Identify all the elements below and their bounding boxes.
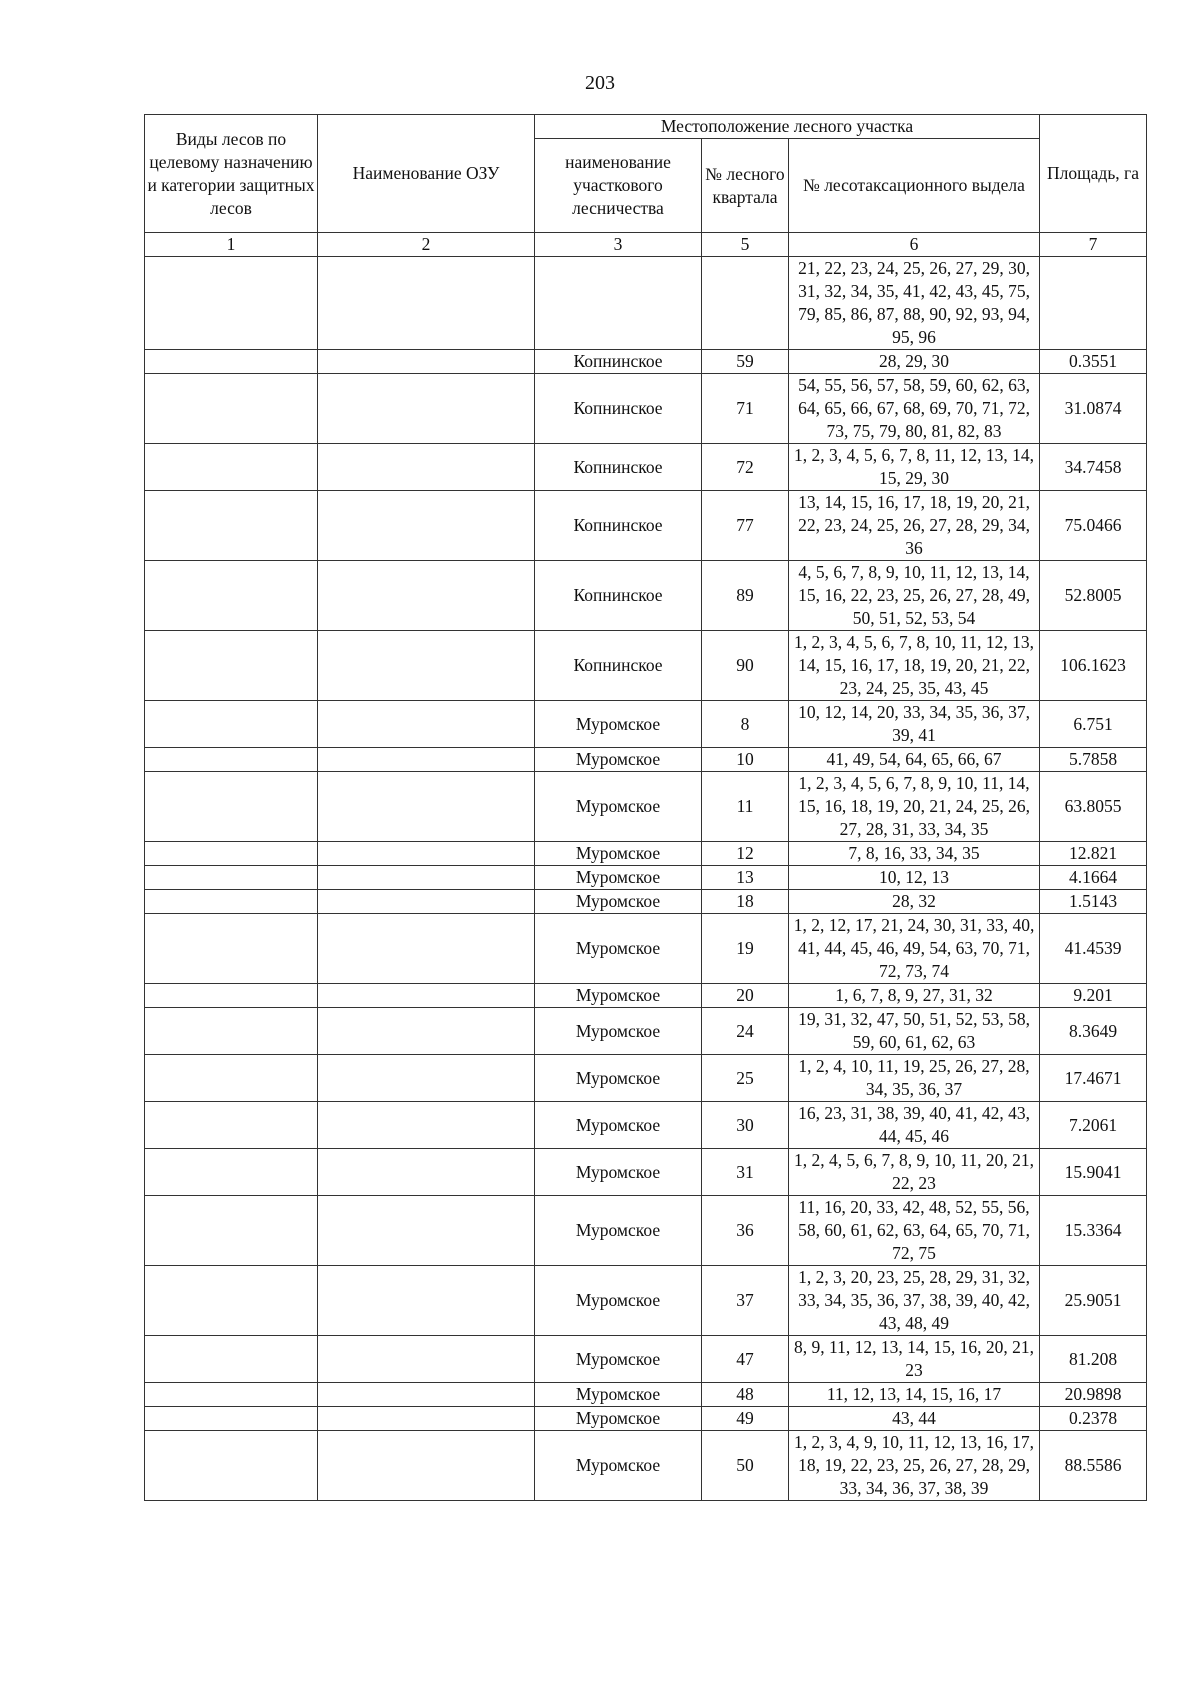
quarter-cell: 36 [702, 1196, 789, 1266]
table-row [145, 1196, 1147, 1266]
area-cell: 34.7458 [1040, 444, 1147, 491]
allotments-cell: 8, 9, 11, 12, 13, 14, 15, 16, 20, 21, 23 [789, 1336, 1040, 1383]
district-cell: Копнинское [535, 561, 702, 631]
area-cell: 8.3649 [1040, 1008, 1147, 1055]
table-row [145, 1407, 1147, 1431]
quarter-cell: 77 [702, 491, 789, 561]
allotments-cell: 11, 16, 20, 33, 42, 48, 52, 55, 56, 58, 60, 61, 62, 63, 64, 65, 70, 71, 72, 75 [789, 1196, 1040, 1266]
area-cell: 1.5143 [1040, 890, 1147, 914]
table-row [145, 914, 1147, 984]
quarter-cell: 24 [702, 1008, 789, 1055]
quarter-cell: 89 [702, 561, 789, 631]
ozu-name-cell [318, 1383, 535, 1407]
area-cell: 0.2378 [1040, 1407, 1147, 1431]
district-cell: Копнинское [535, 444, 702, 491]
forest-type-cell [145, 772, 318, 842]
table-row [145, 772, 1147, 842]
forest-type-cell [145, 842, 318, 866]
quarter-cell: 20 [702, 984, 789, 1008]
ozu-name-cell [318, 1196, 535, 1266]
page-number: 203 [585, 72, 615, 94]
area-cell: 0.3551 [1040, 350, 1147, 374]
district-cell: Копнинское [535, 491, 702, 561]
ozu-name-cell [318, 444, 535, 491]
ozu-name-cell [318, 374, 535, 444]
table-row [145, 701, 1147, 748]
area-cell: 12.821 [1040, 842, 1147, 866]
column-number: 2 [318, 233, 535, 257]
allotments-cell: 1, 2, 12, 17, 21, 24, 30, 31, 33, 40, 41, 44, 45, 46, 49, 54, 63, 70, 71, 72, 73, 74 [789, 914, 1040, 984]
forest-type-cell [145, 374, 318, 444]
ozu-name-cell [318, 772, 535, 842]
forest-type-cell [145, 1431, 318, 1501]
forest-type-cell [145, 701, 318, 748]
allotments-cell: 21, 22, 23, 24, 25, 26, 27, 29, 30, 31, 32, 34, 35, 41, 42, 43, 45, 75, 79, 85, 86, 87, 88, 90, 92, 93, 94, 95, 96 [789, 257, 1040, 350]
table-row [145, 631, 1147, 701]
column-number: 1 [145, 233, 318, 257]
table-row [145, 1102, 1147, 1149]
quarter-cell: 8 [702, 701, 789, 748]
district-cell: Копнинское [535, 631, 702, 701]
allotments-cell: 1, 2, 3, 4, 5, 6, 7, 8, 9, 10, 11, 14, 15, 16, 18, 19, 20, 21, 24, 25, 26, 27, 28, 31, 33, 34, 35 [789, 772, 1040, 842]
forest-type-cell [145, 748, 318, 772]
forest-type-cell [145, 914, 318, 984]
quarter-cell: 72 [702, 444, 789, 491]
district-cell: Муромское [535, 1383, 702, 1407]
forest-type-cell [145, 1266, 318, 1336]
area-cell: 15.3364 [1040, 1196, 1147, 1266]
forest-type-cell [145, 1196, 318, 1266]
quarter-cell: 12 [702, 842, 789, 866]
forest-type-cell [145, 631, 318, 701]
quarter-cell: 49 [702, 1407, 789, 1431]
header-quarter: № лесного квартала [702, 139, 789, 233]
area-cell: 81.208 [1040, 1336, 1147, 1383]
table-row [145, 984, 1147, 1008]
district-cell: Муромское [535, 1055, 702, 1102]
ozu-name-cell [318, 1431, 535, 1501]
ozu-name-cell [318, 561, 535, 631]
allotments-cell: 28, 29, 30 [789, 350, 1040, 374]
district-cell: Муромское [535, 1196, 702, 1266]
header-allotment: № лесотаксационного выдела [789, 139, 1040, 233]
column-number-row [145, 233, 1147, 257]
forest-plots-table [144, 114, 1147, 1501]
area-cell: 5.7858 [1040, 748, 1147, 772]
header-forest-type: Виды лесов по целевому назначению и категории защитных лесов [145, 115, 318, 233]
allotments-cell: 43, 44 [789, 1407, 1040, 1431]
forest-type-cell [145, 491, 318, 561]
area-cell [1040, 257, 1147, 350]
ozu-name-cell [318, 1266, 535, 1336]
table-row [145, 1055, 1147, 1102]
district-cell: Муромское [535, 1008, 702, 1055]
table-row [145, 374, 1147, 444]
district-cell [535, 257, 702, 350]
area-cell: 52.8005 [1040, 561, 1147, 631]
quarter-cell: 25 [702, 1055, 789, 1102]
forest-type-cell [145, 1383, 318, 1407]
area-cell: 6.751 [1040, 701, 1147, 748]
area-cell: 31.0874 [1040, 374, 1147, 444]
quarter-cell: 10 [702, 748, 789, 772]
quarter-cell: 90 [702, 631, 789, 701]
quarter-cell [702, 257, 789, 350]
district-cell: Муромское [535, 866, 702, 890]
header-ozu-name: Наименование ОЗУ [318, 115, 535, 233]
forest-type-cell [145, 1055, 318, 1102]
quarter-cell: 47 [702, 1336, 789, 1383]
quarter-cell: 13 [702, 866, 789, 890]
table-body [145, 257, 1147, 1501]
forest-type-cell [145, 866, 318, 890]
table-row [145, 444, 1147, 491]
forest-type-cell [145, 444, 318, 491]
header-district: наименование участкового лесничества [535, 139, 702, 233]
quarter-cell: 30 [702, 1102, 789, 1149]
district-cell: Муромское [535, 914, 702, 984]
ozu-name-cell [318, 491, 535, 561]
allotments-cell: 13, 14, 15, 16, 17, 18, 19, 20, 21, 22, 23, 24, 25, 26, 27, 28, 29, 34, 36 [789, 491, 1040, 561]
district-cell: Муромское [535, 1102, 702, 1149]
area-cell: 15.9041 [1040, 1149, 1147, 1196]
district-cell: Муромское [535, 1336, 702, 1383]
allotments-cell: 28, 32 [789, 890, 1040, 914]
allotments-cell: 7, 8, 16, 33, 34, 35 [789, 842, 1040, 866]
district-cell: Муромское [535, 1149, 702, 1196]
quarter-cell: 18 [702, 890, 789, 914]
quarter-cell: 48 [702, 1383, 789, 1407]
forest-type-cell [145, 561, 318, 631]
quarter-cell: 50 [702, 1431, 789, 1501]
table-row [145, 561, 1147, 631]
allotments-cell: 1, 2, 4, 10, 11, 19, 25, 26, 27, 28, 34, 35, 36, 37 [789, 1055, 1040, 1102]
district-cell: Муромское [535, 1407, 702, 1431]
column-number: 3 [535, 233, 702, 257]
column-number: 5 [702, 233, 789, 257]
district-cell: Муромское [535, 748, 702, 772]
district-cell: Муромское [535, 701, 702, 748]
forest-type-cell [145, 1407, 318, 1431]
ozu-name-cell [318, 1008, 535, 1055]
ozu-name-cell [318, 1336, 535, 1383]
ozu-name-cell [318, 984, 535, 1008]
column-number: 6 [789, 233, 1040, 257]
area-cell: 25.9051 [1040, 1266, 1147, 1336]
forest-type-cell [145, 1102, 318, 1149]
district-cell: Копнинское [535, 350, 702, 374]
area-cell: 17.4671 [1040, 1055, 1147, 1102]
forest-type-cell [145, 257, 318, 350]
district-cell: Муромское [535, 1266, 702, 1336]
forest-type-cell [145, 350, 318, 374]
quarter-cell: 11 [702, 772, 789, 842]
quarter-cell: 71 [702, 374, 789, 444]
ozu-name-cell [318, 1102, 535, 1149]
ozu-name-cell [318, 890, 535, 914]
allotments-cell: 11, 12, 13, 14, 15, 16, 17 [789, 1383, 1040, 1407]
ozu-name-cell [318, 914, 535, 984]
allotments-cell: 1, 2, 3, 4, 5, 6, 7, 8, 10, 11, 12, 13, 14, 15, 16, 17, 18, 19, 20, 21, 22, 23, 24, 25, 35, 43, 45 [789, 631, 1040, 701]
area-cell: 20.9898 [1040, 1383, 1147, 1407]
district-cell: Муромское [535, 984, 702, 1008]
forest-type-cell [145, 1336, 318, 1383]
ozu-name-cell [318, 866, 535, 890]
district-cell: Копнинское [535, 374, 702, 444]
ozu-name-cell [318, 1149, 535, 1196]
header-area: Площадь, га [1040, 115, 1147, 233]
ozu-name-cell [318, 1407, 535, 1431]
table-row [145, 1149, 1147, 1196]
area-cell: 63.8055 [1040, 772, 1147, 842]
allotments-cell: 41, 49, 54, 64, 65, 66, 67 [789, 748, 1040, 772]
allotments-cell: 1, 6, 7, 8, 9, 27, 31, 32 [789, 984, 1040, 1008]
allotments-cell: 19, 31, 32, 47, 50, 51, 52, 53, 58, 59, 60, 61, 62, 63 [789, 1008, 1040, 1055]
ozu-name-cell [318, 748, 535, 772]
area-cell: 88.5586 [1040, 1431, 1147, 1501]
area-cell: 75.0466 [1040, 491, 1147, 561]
district-cell: Муромское [535, 772, 702, 842]
area-cell: 4.1664 [1040, 866, 1147, 890]
table-row [145, 866, 1147, 890]
table-row [145, 257, 1147, 350]
allotments-cell: 10, 12, 14, 20, 33, 34, 35, 36, 37, 39, 41 [789, 701, 1040, 748]
table-row [145, 350, 1147, 374]
table-row [145, 1431, 1147, 1501]
area-cell: 7.2061 [1040, 1102, 1147, 1149]
forest-type-cell [145, 1149, 318, 1196]
district-cell: Муромское [535, 842, 702, 866]
table-row [145, 748, 1147, 772]
ozu-name-cell [318, 631, 535, 701]
table-row [145, 1266, 1147, 1336]
forest-type-cell [145, 890, 318, 914]
forest-type-cell [145, 984, 318, 1008]
allotments-cell: 1, 2, 3, 20, 23, 25, 28, 29, 31, 32, 33, 34, 35, 36, 37, 38, 39, 40, 42, 43, 48, 49 [789, 1266, 1040, 1336]
allotments-cell: 16, 23, 31, 38, 39, 40, 41, 42, 43, 44, 45, 46 [789, 1102, 1040, 1149]
table-row [145, 842, 1147, 866]
allotments-cell: 10, 12, 13 [789, 866, 1040, 890]
allotments-cell: 4, 5, 6, 7, 8, 9, 10, 11, 12, 13, 14, 15, 16, 22, 23, 25, 26, 27, 28, 49, 50, 51, 52, 53, 54 [789, 561, 1040, 631]
table-row [145, 491, 1147, 561]
table-row [145, 1383, 1147, 1407]
quarter-cell: 37 [702, 1266, 789, 1336]
area-cell: 41.4539 [1040, 914, 1147, 984]
district-cell: Муромское [535, 890, 702, 914]
ozu-name-cell [318, 257, 535, 350]
area-cell: 9.201 [1040, 984, 1147, 1008]
allotments-cell: 1, 2, 3, 4, 5, 6, 7, 8, 11, 12, 13, 14, 15, 29, 30 [789, 444, 1040, 491]
table-row [145, 1008, 1147, 1055]
allotments-cell: 1, 2, 3, 4, 9, 10, 11, 12, 13, 16, 17, 18, 19, 22, 23, 25, 26, 27, 28, 29, 33, 34, 36, 37, 38, 39 [789, 1431, 1040, 1501]
table-row [145, 890, 1147, 914]
table-row [145, 1336, 1147, 1383]
district-cell: Муромское [535, 1431, 702, 1501]
ozu-name-cell [318, 350, 535, 374]
allotments-cell: 1, 2, 4, 5, 6, 7, 8, 9, 10, 11, 20, 21, 22, 23 [789, 1149, 1040, 1196]
header-location: Местоположение лесного участка [535, 115, 1040, 139]
allotments-cell: 54, 55, 56, 57, 58, 59, 60, 62, 63, 64, 65, 66, 67, 68, 69, 70, 71, 72, 73, 75, 79, 80, 81, 82, 83 [789, 374, 1040, 444]
quarter-cell: 31 [702, 1149, 789, 1196]
column-number: 7 [1040, 233, 1147, 257]
quarter-cell: 19 [702, 914, 789, 984]
forest-type-cell [145, 1008, 318, 1055]
ozu-name-cell [318, 1055, 535, 1102]
area-cell: 106.1623 [1040, 631, 1147, 701]
ozu-name-cell [318, 842, 535, 866]
quarter-cell: 59 [702, 350, 789, 374]
ozu-name-cell [318, 701, 535, 748]
